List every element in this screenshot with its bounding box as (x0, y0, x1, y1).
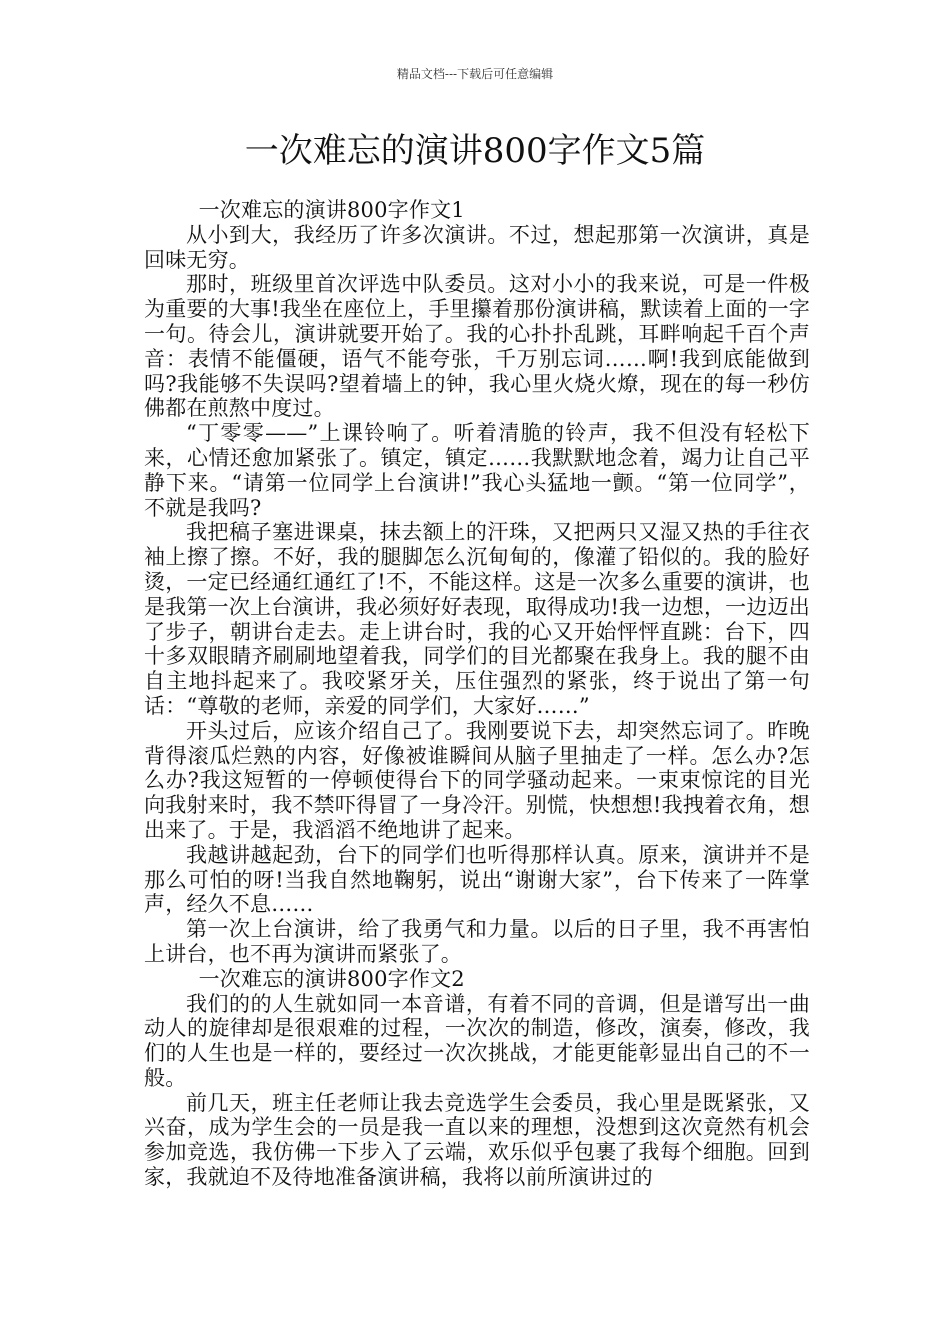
document-body (144, 198, 810, 1190)
header-note: 精品文档---下载后可任意编辑 (396, 67, 554, 81)
paragraph: 我们的的人生就如同一本音谱，有着不同的音调，但是谱写出一曲动人的旋律却是很艰难的过程，一次次的制造，修改，演奏，修改，我们的人生也是一样的，要经过一次次挑战，才能更能彰显出自己的不一般。 (144, 991, 810, 1090)
paragraph: “丁零零——”上课铃响了。听着清脆的铃声，我不但没有轻松下来，心情还愈加紧张了。镇定，镇定……我默默地念着，竭力让自己平静下来。“请第一位同学上台演讲!”我心头猛地一颤。“第一位同学”，不就是我吗? (144, 421, 810, 520)
paragraph: 第一次上台演讲，给了我勇气和力量。以后的日子里，我不再害怕上讲台，也不再为演讲而紧张了。 (144, 917, 810, 966)
document-title: 一次难忘的演讲800字作文5篇 (244, 131, 706, 171)
paragraph: 从小到大，我经历了许多次演讲。不过，想起那第一次演讲，真是回味无穷。 (144, 222, 810, 272)
section-heading: 一次难忘的演讲800字作文2 (198, 966, 465, 991)
section-heading: 一次难忘的演讲800字作文1 (198, 198, 465, 222)
paragraph: 开头过后，应该介绍自己了。我刚要说下去，却突然忘词了。昨晚背得滚瓜烂熟的内容，好像被谁瞬间从脑子里抽走了一样。怎么办?怎么办?我这短暂的一停顿使得台下的同学骚动起来。一束束惊诧的目光向我射来时，我不禁吓得冒了一身冷汗。别慌，快想想!我拽着衣角，想出来了。于是，我滔滔不绝地讲了起来。 (144, 718, 810, 842)
paragraph: 我把稿子塞进课桌，抹去额上的汗珠，又把两只又湿又热的手往衣袖上擦了擦。不好，我的腿脚怎么沉甸甸的，像灌了铅似的。我的脸好烫，一定已经通红通红了!不，不能这样。这是一次多么重要的演讲，也是我第一次上台演讲，我必须好好表现，取得成功!我一边想，一边迈出了步子，朝讲台走去。走上讲台时，我的心又开始怦怦直跳：台下，四十多双眼睛齐刷刷地望着我，同学们的目光都聚在我身上。我的腿不由自主地抖起来了。我咬紧牙关，压住强烈的紧张，终于说出了第一句话：“尊敬的老师，亲爱的同学们，大家好……” (144, 520, 810, 718)
paragraph: 前几天，班主任老师让我去竞选学生会委员，我心里是既紧张，又兴奋，成为学生会的一员是我一直以来的理想，没想到这次竟然有机会参加竞选，我仿佛一下步入了云端，欢乐似乎包裹了我每个细胞。回到家，我就迫不及待地准备演讲稿，我将以前所演讲过的 (144, 1090, 810, 1190)
paragraph: 我越讲越起劲，台下的同学们也听得那样认真。原来，演讲并不是那么可怕的呀!当我自然地鞠躬，说出“谢谢大家”，台下传来了一阵掌声，经久不息…… (144, 842, 810, 917)
paragraph: 那时，班级里首次评选中队委员。这对小小的我来说，可是一件极为重要的大事!我坐在座位上，手里攥着那份演讲稿，默读着上面的一字一句。待会儿，演讲就要开始了。我的心扑扑乱跳，耳畔响起千百个声音：表情不能僵硬，语气不能夸张，千万别忘词……啊!我到底能做到吗?我能够不失误吗?望着墙上的钟，我心里火烧火燎，现在的每一秒仿佛都在煎熬中度过。 (144, 272, 810, 421)
